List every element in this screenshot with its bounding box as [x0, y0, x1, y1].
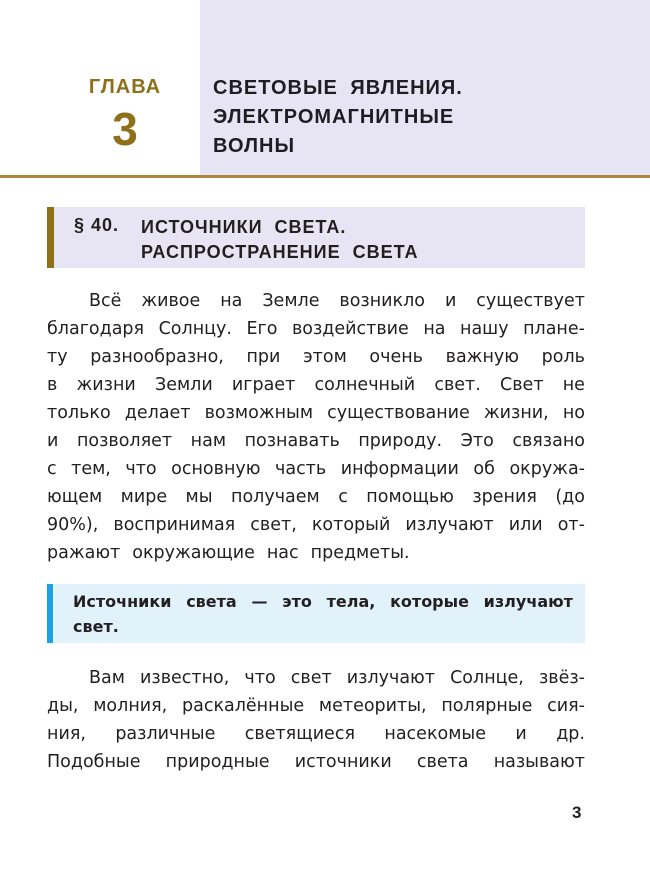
chapter-title-line: СВЕТОВЫЕ ЯВЛЕНИЯ. [213, 77, 463, 99]
text-line: и позволяет нам познавать природу. Это связано [47, 431, 585, 451]
section-title-line: ИСТОЧНИКИ СВЕТА. [141, 217, 347, 237]
text-line: благодаря Солнцу. Его воздействие на нашу плане- [47, 319, 585, 339]
section-title [141, 215, 561, 265]
text-line: в жизни Земли играет солнечный свет. Свет не [47, 375, 585, 395]
definition-line: Источники света — это тела, которые излучают [73, 592, 573, 611]
text-line: Подобные природные источники света называют [47, 752, 585, 772]
text-line: ния, различные светящиеся насекомые и др. [47, 724, 585, 744]
chapter-label: ГЛАВА [88, 76, 162, 98]
body-paragraph-1 [47, 287, 585, 567]
header-divider [0, 175, 650, 178]
text-line: ды, молния, раскалённые метеориты, полярные сия- [47, 696, 585, 716]
text-line: только делает возможным существование жизни, но [47, 403, 585, 423]
section-title-line: РАСПРОСТРАНЕНИЕ СВЕТА [141, 242, 419, 262]
text-line: ющем мире мы получаем с помощью зрения (до [47, 487, 585, 507]
text-line: с тем, что основную часть информации об окружа- [47, 459, 585, 479]
section-number: § 40. [74, 215, 120, 235]
text-line: ту разнообразно, при этом очень важную роль [47, 347, 585, 367]
chapter-title-line: ЭЛЕКТРОМАГНИТНЫЕ [213, 106, 455, 128]
chapter-number: 3 [112, 103, 138, 155]
definition-line: свет. [73, 617, 119, 636]
text-line: Всё живое на Земле возникло и существует [89, 291, 585, 311]
text-line: Вам известно, что свет излучают Солнце, звёз- [89, 668, 585, 688]
section-heading [47, 207, 585, 268]
chapter-title-line: ВОЛНЫ [213, 135, 296, 157]
definition-box [47, 584, 585, 643]
body-paragraph-2 [47, 664, 585, 776]
page-number: 3 [572, 803, 582, 822]
text-line: 90%), воспринимая свет, который излучают или от- [47, 515, 585, 535]
chapter-title [213, 74, 613, 161]
text-line: ражают окружающие нас предметы. [47, 543, 410, 563]
definition-text [73, 589, 573, 639]
